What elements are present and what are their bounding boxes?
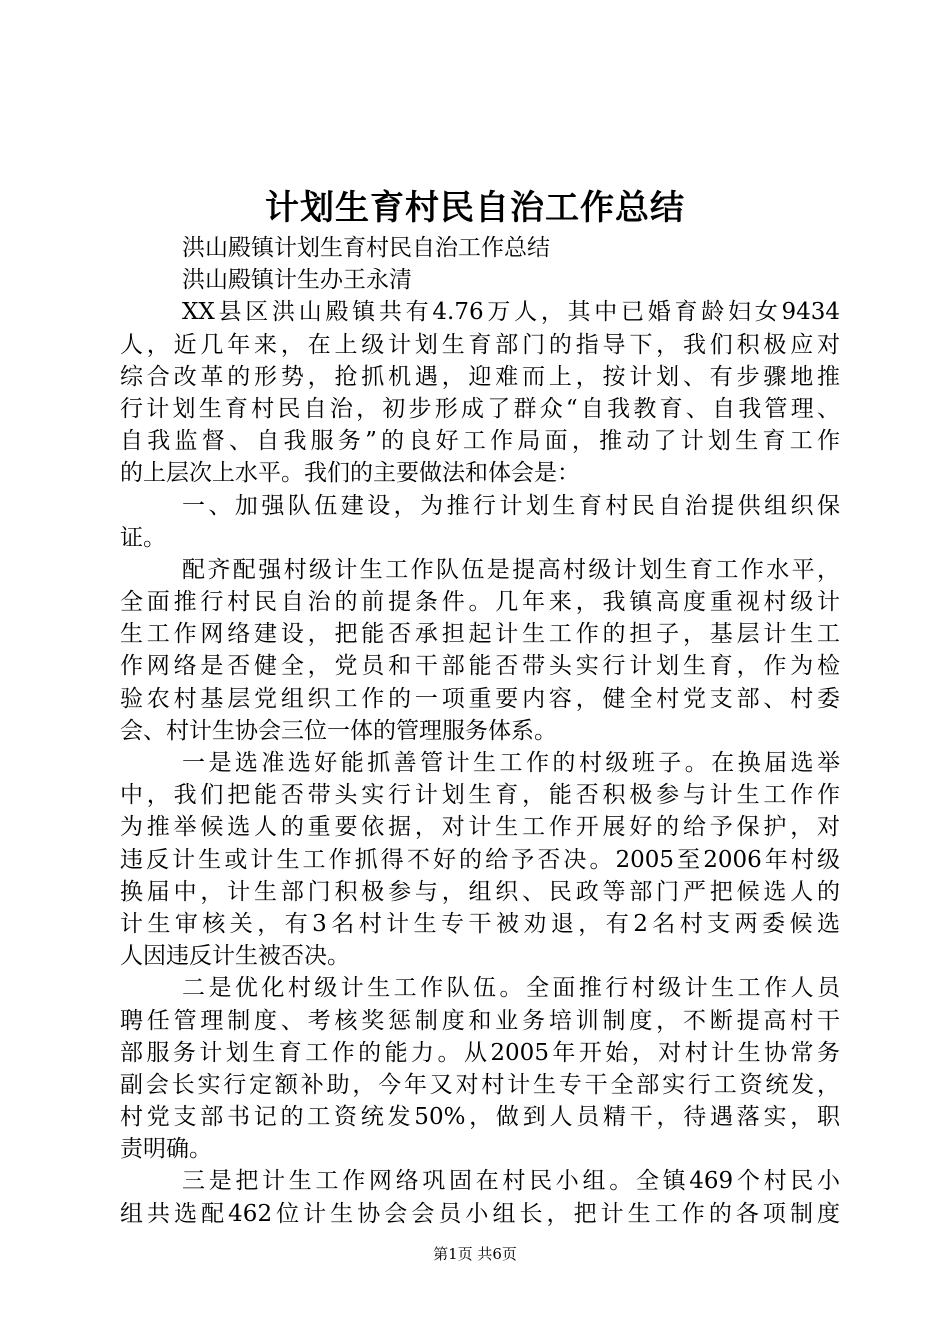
body-line: 人，近几年来，在上级计划生育部门的指导下，我们积极应对 [120, 331, 840, 358]
body-line: 三是把计生工作网络巩固在村民小组。全镇469个村民小 [182, 1168, 840, 1195]
body-line: 村党支部书记的工资统发50%，做到人员精干，待遇落实，职 [120, 1104, 840, 1131]
body-line: 生工作网络建设，把能否承担起计生工作的担子，基层计生工 [120, 621, 840, 648]
body-line: 一、加强队伍建设，为推行计划生育村民自治提供组织保 [182, 492, 840, 519]
body-line: 证。 [120, 524, 166, 551]
body-line: 二是优化村级计生工作队伍。全面推行村级计生工作人员 [182, 975, 840, 1002]
body-line: XX县区洪山殿镇共有4.76万人，其中已婚育龄妇女9434 [182, 299, 840, 326]
body-line: 行计划生育村民自治，初步形成了群众“自我教育、自我管理、 [120, 395, 840, 422]
body-line: 组共选配462位计生协会会员小组长，把计生工作的各项制度 [120, 1200, 840, 1227]
body-line: 综合改革的形势，抢抓机遇，迎难而上，按计划、有步骤地推 [120, 363, 840, 390]
body-line: 违反计生或计生工作抓得不好的给予否决。2005至2006年村级 [120, 846, 840, 873]
body-line: 人因违反计生被否决。 [120, 943, 350, 970]
body-line: 洪山殿镇计划生育村民自治工作总结 [182, 235, 550, 261]
body-line: 副会长实行定额补助，今年又对村计生专干全部实行工资统发， [120, 1071, 840, 1098]
body-line: 的上层次上水平。我们的主要做法和体会是： [120, 460, 580, 487]
body-line: 换届中，计生部门积极参与，组织、民政等部门严把候选人的 [120, 878, 840, 905]
body-line: 一是选准选好能抓善管计生工作的村级班子。在换届选举 [182, 750, 840, 776]
body-line: 计生审核关，有3名村计生专干被劝退，有2名村支两委候选 [120, 910, 840, 937]
body-line: 自我监督、自我服务”的良好工作局面，推动了计划生育工作 [120, 428, 840, 455]
body-line: 配齐配强村级计生工作队伍是提高村级计划生育工作水平， [182, 556, 840, 583]
document-title: 计划生育村民自治工作总结 [265, 188, 685, 228]
body-line: 验农村基层党组织工作的一项重要内容，健全村党支部、村委 [120, 685, 840, 712]
body-line: 聘任管理制度、考核奖惩制度和业务培训制度，不断提高村干 [120, 1007, 840, 1034]
page-footer: 第1页 共6页 [433, 1245, 517, 1263]
document-body [120, 232, 840, 1230]
body-line: 部服务计划生育工作的能力。从2005年开始，对村计生协常务 [120, 1039, 840, 1066]
body-line: 会、村计生协会三位一体的管理服务体系。 [120, 717, 557, 744]
body-line: 作网络是否健全，党员和干部能否带头实行计划生育，作为检 [120, 653, 840, 680]
body-line: 责明确。 [120, 1136, 212, 1163]
body-line: 为推举候选人的重要依据，对计生工作开展好的给予保护，对 [120, 814, 840, 841]
body-line: 洪山殿镇计生办王永清 [182, 267, 412, 294]
body-line: 中，我们把能否带头实行计划生育，能否积极参与计生工作作 [120, 782, 840, 809]
body-line: 全面推行村民自治的前提条件。几年来，我镇高度重视村级计 [120, 589, 840, 616]
